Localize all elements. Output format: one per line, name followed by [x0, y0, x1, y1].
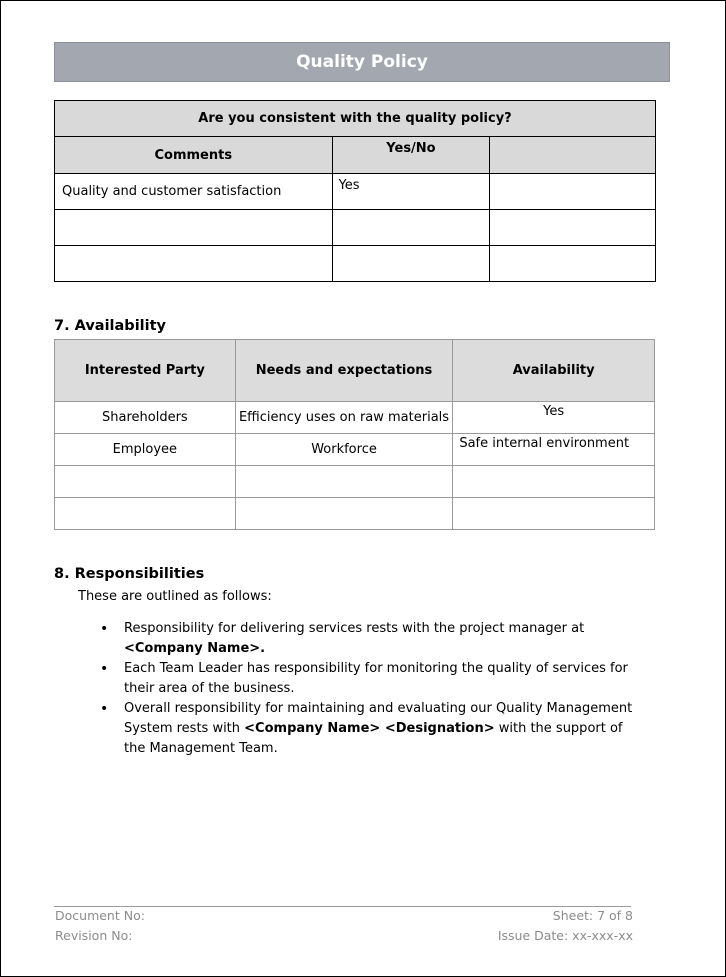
availability-cell: Employee — [55, 434, 236, 466]
availability-cell — [453, 498, 655, 530]
bullet-text: Each Team Leader has responsibility for monitoring the quality of services for their area of the business. — [124, 661, 628, 696]
page-title: Quality Policy — [296, 52, 428, 72]
section-8-title: 8. Responsibilities — [54, 566, 205, 582]
header-yes-no: Yes/No — [332, 137, 490, 174]
availability-cell — [235, 498, 453, 530]
list-item — [100, 659, 645, 699]
issue-date: Issue Date: xx-xxx-xx — [497, 928, 633, 943]
list-item — [100, 619, 645, 659]
responsibility-list — [100, 619, 645, 759]
policy-cell — [332, 246, 490, 282]
section-8-intro: These are outlined as follows: — [78, 589, 272, 604]
footer-divider — [54, 906, 631, 907]
policy-cell — [490, 210, 656, 246]
bullet-icon: • — [100, 621, 109, 637]
policy-cell — [55, 210, 333, 246]
availability-table — [54, 339, 655, 530]
sheet-number: Sheet: 7 of 8 — [552, 908, 633, 923]
policy-cell: Quality and customer satisfaction — [55, 174, 333, 210]
bullet-text: Overall responsibility for maintaining and evaluating our Quality Management System rests with — [124, 701, 633, 736]
bullet-icon: • — [100, 661, 109, 677]
header-blank — [490, 137, 656, 174]
policy-cell: Yes — [332, 174, 490, 210]
bullet-bold-text: <Company Name>. — [124, 641, 266, 656]
policy-cell — [332, 210, 490, 246]
title-banner — [54, 42, 670, 82]
availability-cell — [453, 466, 655, 498]
revision-no: Revision No: — [55, 928, 133, 943]
availability-cell: Efficiency uses on raw materials — [235, 402, 453, 434]
document-no: Document No: — [55, 908, 145, 923]
availability-cell — [55, 466, 236, 498]
availability-cell: Safe internal environment — [453, 434, 655, 466]
section-7-title: 7. Availability — [54, 318, 166, 334]
header-comments: Comments — [55, 137, 333, 174]
bullet-text: Responsibility for delivering services rests with the project manager at — [124, 621, 585, 636]
quality-policy-table — [54, 100, 656, 282]
list-item — [100, 699, 645, 759]
policy-cell — [490, 174, 656, 210]
policy-cell — [55, 246, 333, 282]
availability-cell: Shareholders — [55, 402, 236, 434]
header-availability: Availability — [453, 340, 655, 402]
availability-cell: Yes — [453, 402, 655, 434]
bullet-bold-text: <Company Name> <Designation> — [244, 721, 495, 736]
header-needs: Needs and expectations — [235, 340, 453, 402]
bullet-icon: • — [100, 701, 109, 717]
bullet-text: with the support of the Management Team. — [124, 721, 623, 756]
availability-cell — [235, 466, 453, 498]
availability-cell — [55, 498, 236, 530]
policy-question: Are you consistent with the quality policy? — [55, 101, 656, 137]
header-interested-party: Interested Party — [55, 340, 236, 402]
policy-cell — [490, 246, 656, 282]
availability-cell: Workforce — [235, 434, 453, 466]
